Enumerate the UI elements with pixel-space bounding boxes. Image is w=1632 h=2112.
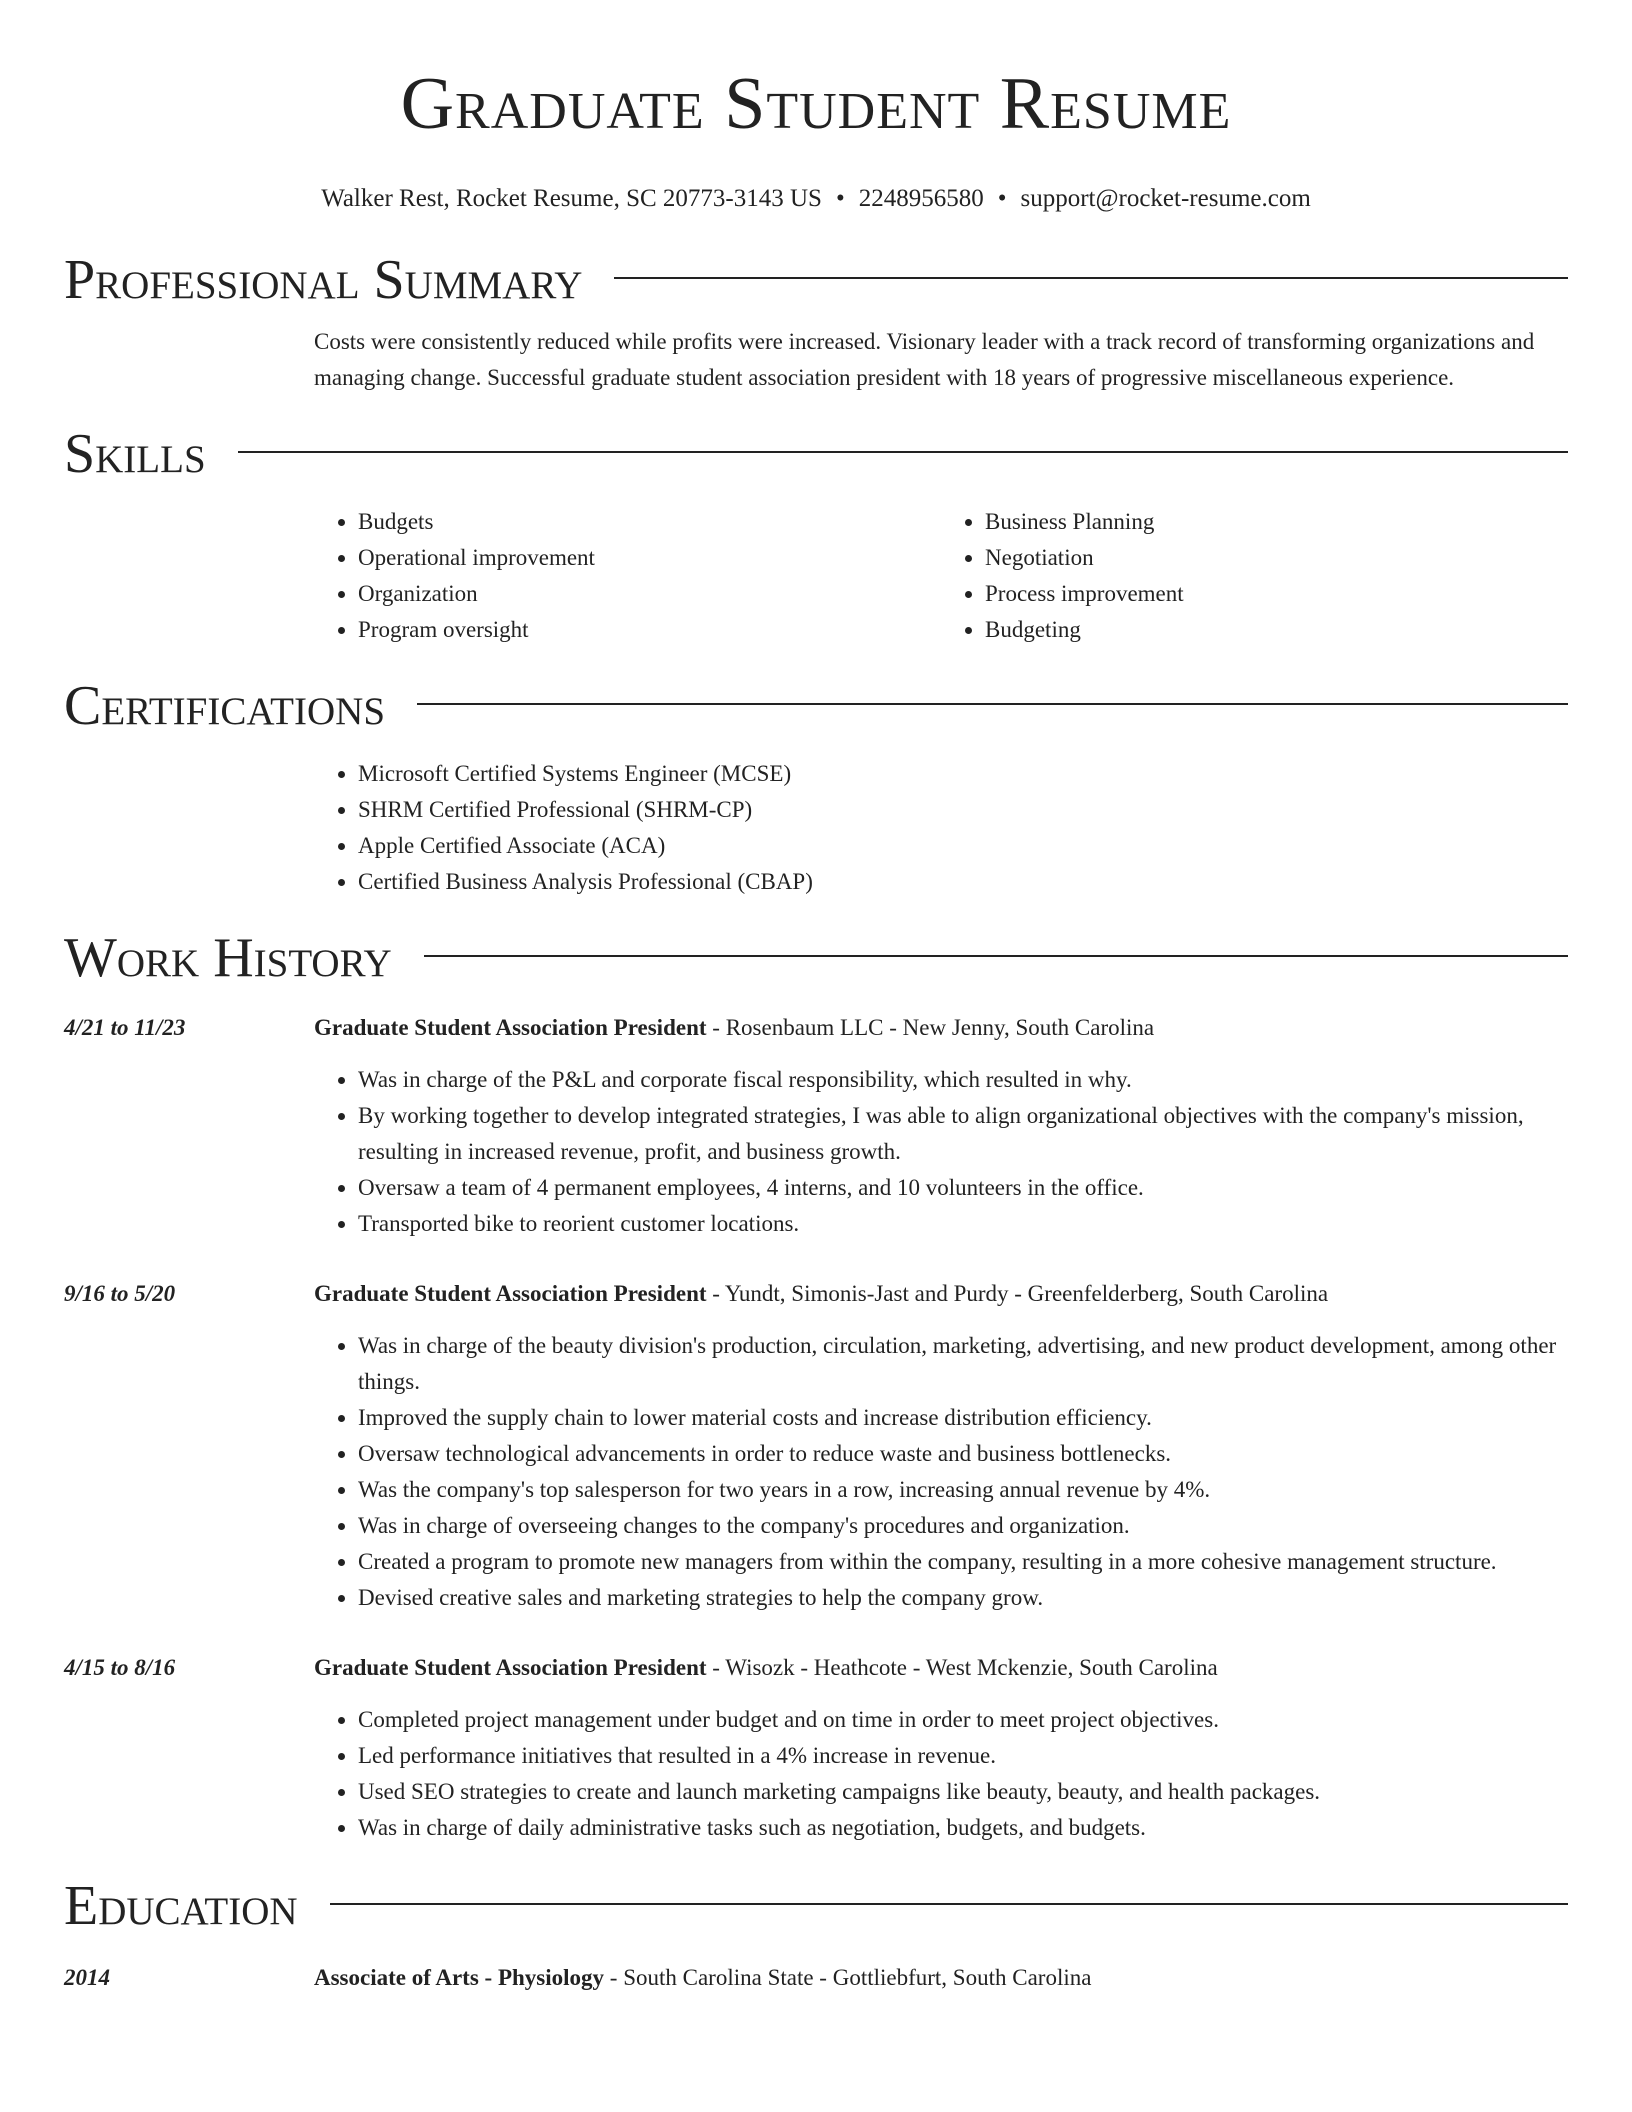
job-dates: 9/16 to 5/20 [64, 1281, 176, 1306]
job-bullets [314, 1702, 1568, 1846]
job-detail [314, 1010, 1568, 1242]
skill-item: • Program oversight [358, 612, 941, 648]
section-header-work-history [64, 926, 1568, 990]
job-detail [314, 1650, 1568, 1846]
job-bullet: • Used SEO strategies to create and launch marketing campaigns like beauty, beauty, and health packages. [358, 1774, 1568, 1810]
skill-item: • Organization [358, 576, 941, 612]
skill-item: • Process improvement [985, 576, 1568, 612]
education-entry [64, 1960, 1568, 1996]
job-bullet: • Improved the supply chain to lower material costs and increase distribution efficiency. [358, 1400, 1568, 1436]
job-bullet: • Transported bike to reorient customer locations. [358, 1206, 1568, 1242]
job-bullet: • Completed project management under budget and on time in order to meet project objectives. [358, 1702, 1568, 1738]
skills-column-right [941, 504, 1568, 648]
contact-email: support@rocket-resume.com [1020, 185, 1311, 212]
job-bullet: • Oversaw a team of 4 permanent employees, 4 interns, and 10 volunteers in the office. [358, 1170, 1568, 1206]
section-divider [417, 703, 1568, 705]
section-header-summary [64, 248, 1568, 312]
contact-line [64, 184, 1568, 214]
job-bullet: • Was in charge of overseeing changes to the company's procedures and organization. [358, 1508, 1568, 1544]
job-dates: 4/21 to 11/23 [64, 1015, 186, 1040]
section-title: Skills [64, 423, 206, 485]
job-title-line [314, 1010, 1568, 1046]
certification-item: • Apple Certified Associate (ACA) [358, 828, 1568, 864]
job-bullet: • By working together to develop integrated strategies, I was able to align organizational objectives with the company's mission, resulting in increased revenue, profit, and business growth. [358, 1098, 1568, 1170]
job-bullet: • Led performance initiatives that resulted in a 4% increase in revenue. [358, 1738, 1568, 1774]
education-detail [314, 1960, 1568, 1996]
skills-column-left [314, 504, 941, 648]
certification-item: • SHRM Certified Professional (SHRM-CP) [358, 792, 1568, 828]
job-title-line [314, 1650, 1568, 1686]
summary-text: Costs were consistently reduced while profits were increased. Visionary leader with a track record of transforming organizations and managing change. Successful graduate student association president with 18 years of progressive miscellaneous experience. [314, 329, 1535, 390]
section-divider [238, 451, 1568, 453]
section-title: Work History [64, 927, 392, 989]
section-header-certifications [64, 674, 1568, 738]
certification-item: • Microsoft Certified Systems Engineer (MCSE) [358, 756, 1568, 792]
education-school: - South Carolina State - Gottliebfurt, South Carolina [604, 1965, 1092, 1990]
certifications-bullets [314, 756, 1568, 900]
job-entry [64, 1276, 1568, 1616]
job-bullet: • Was in charge of daily administrative tasks such as negotiation, budgets, and budgets. [358, 1810, 1568, 1846]
job-bullets [314, 1328, 1568, 1616]
section-divider [424, 955, 1568, 957]
job-bullet: • Was the company's top salesperson for two years in a row, increasing annual revenue by 4%. [358, 1472, 1568, 1508]
job-detail [314, 1276, 1568, 1616]
section-header-education [64, 1874, 1568, 1938]
section-divider [330, 1903, 1568, 1905]
job-entry [64, 1010, 1568, 1242]
skill-item: • Operational improvement [358, 540, 941, 576]
resume-title: Graduate Student Resume [400, 63, 1232, 145]
contact-address: Walker Rest, Rocket Resume, SC 20773-3143 US [321, 185, 822, 212]
job-title-line [314, 1276, 1568, 1312]
job-employer: - Wisozk - Heathcote - West Mckenzie, South Carolina [706, 1655, 1218, 1680]
section-title: Education [64, 1875, 298, 1937]
section-divider [614, 277, 1568, 279]
job-employer: - Rosenbaum LLC - New Jenny, South Carolina [706, 1015, 1155, 1040]
section-title: Certifications [64, 675, 386, 737]
skills-list [314, 504, 1568, 648]
job-title: Graduate Student Association President [314, 1015, 707, 1040]
job-title: Graduate Student Association President [314, 1655, 707, 1680]
job-bullet: • Was in charge of the P&L and corporate fiscal responsibility, which resulted in why. [358, 1062, 1568, 1098]
job-entry [64, 1650, 1568, 1846]
job-title: Graduate Student Association President [314, 1281, 707, 1306]
section-header-skills [64, 422, 1568, 486]
job-bullet: • Oversaw technological advancements in order to reduce waste and business bottlenecks. [358, 1436, 1568, 1472]
job-bullet: • Created a program to promote new managers from within the company, resulting in a more cohesive management structure. [358, 1544, 1568, 1580]
skill-item: • Budgets [358, 504, 941, 540]
job-employer: - Yundt, Simonis-Jast and Purdy - Greenfelderberg, South Carolina [706, 1281, 1329, 1306]
skill-item: • Budgeting [985, 612, 1568, 648]
contact-separator: • [997, 185, 1007, 212]
job-dates: 4/15 to 8/16 [64, 1655, 176, 1680]
education-line [314, 1960, 1568, 1996]
section-title: Professional Summary [64, 249, 583, 311]
education-degree: Associate of Arts - Physiology [314, 1965, 605, 1990]
job-bullet: • Was in charge of the beauty division's production, circulation, marketing, advertising, and new product development, among other things. [358, 1328, 1568, 1400]
contact-separator: • [835, 185, 845, 212]
skill-item: • Negotiation [985, 540, 1568, 576]
job-bullets [314, 1062, 1568, 1242]
contact-phone: 2248956580 [858, 185, 984, 212]
certifications-list [314, 756, 1568, 900]
education-year: 2014 [64, 1965, 110, 1990]
skill-item: • Business Planning [985, 504, 1568, 540]
job-bullet: • Devised creative sales and marketing strategies to help the company grow. [358, 1580, 1568, 1616]
certification-item: • Certified Business Analysis Professional (CBAP) [358, 864, 1568, 900]
